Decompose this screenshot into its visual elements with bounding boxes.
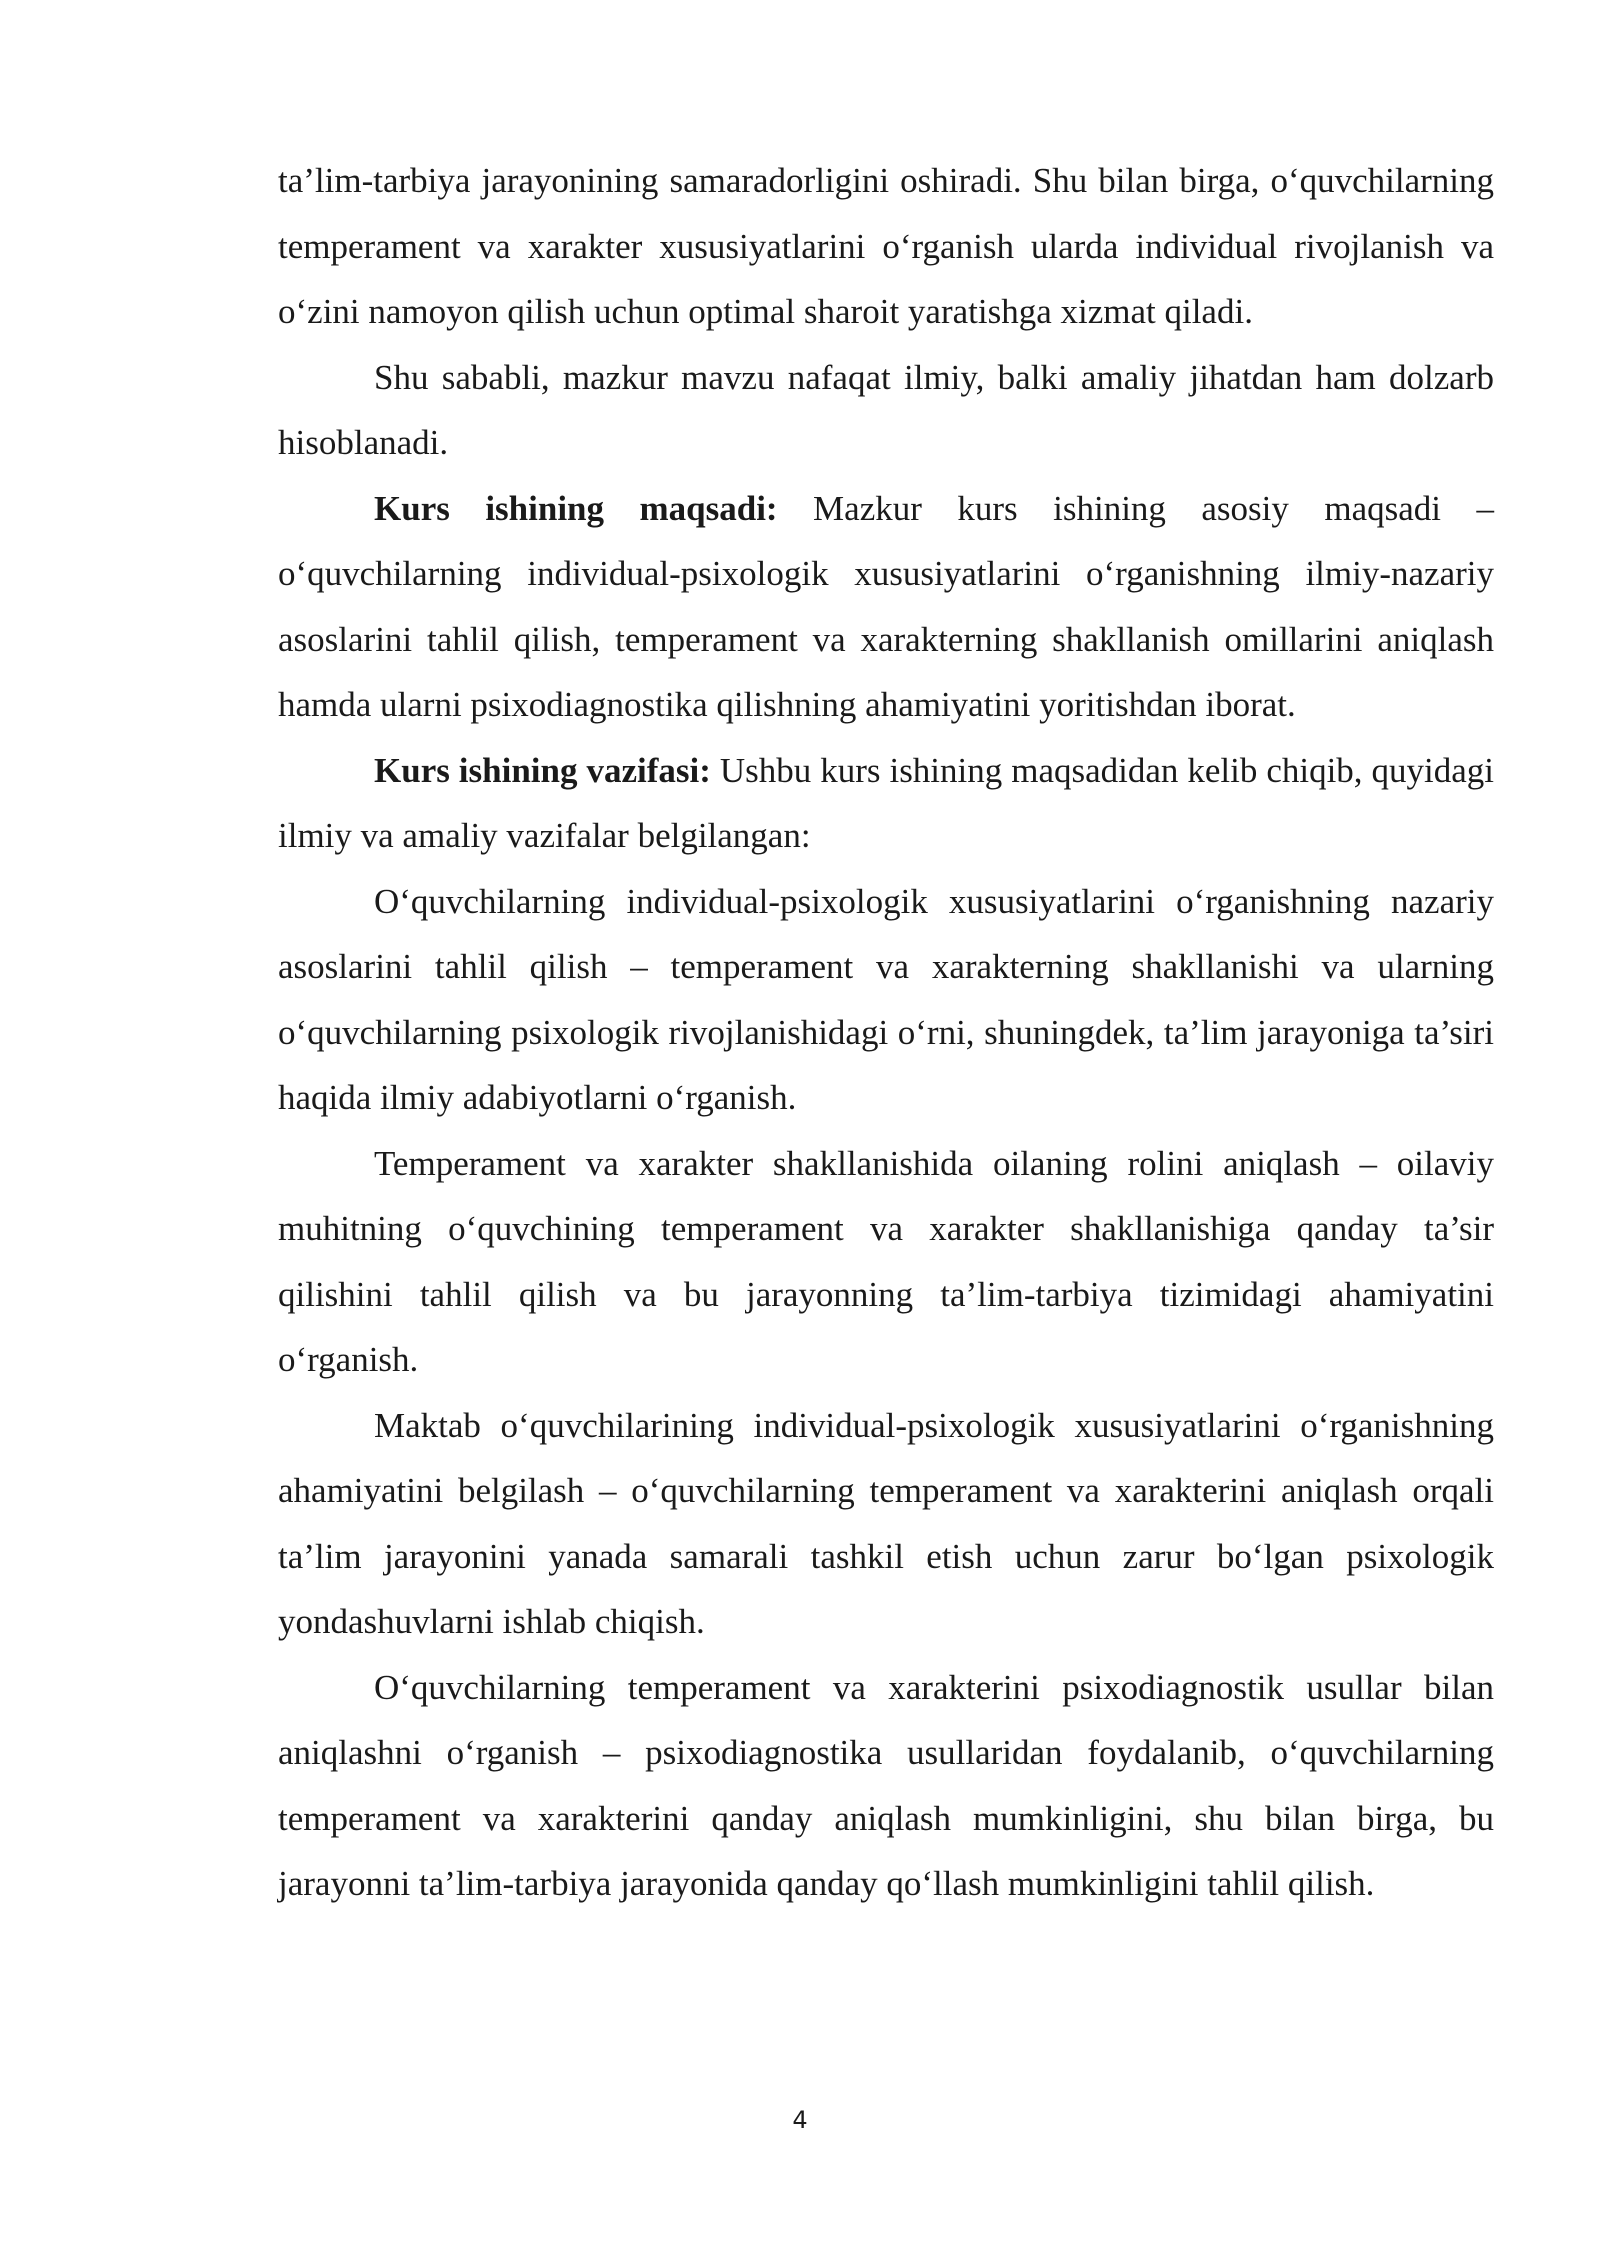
paragraph-text: Temperament va xarakter shakllanishida oilaning rolini aniqlash – oilaviy muhitning o‘quvchining temperament va xarakter shakllanishiga qanday ta’sir qilishini tahlil qilish va bu jarayonning ta’lim-tarbiya tizimidagi ahamiyatini o‘rganish.	[278, 1143, 1494, 1379]
paragraph-task-1	[278, 869, 1494, 1131]
body-text	[278, 148, 1494, 1917]
paragraph-text: Ushbu kurs ishining maqsadidan kelib chiqib, quyidagi ilmiy va amaliy vazifalar belgilangan:	[278, 750, 1494, 855]
paragraph-goal	[278, 476, 1494, 738]
page-number: 4	[792, 2106, 808, 2134]
paragraph-task-2	[278, 1131, 1494, 1393]
paragraph-text: ta’lim-tarbiya jarayonining samaradorligini oshiradi. Shu bilan birga, o‘quvchilarning temperament va xarakter xususiyatlarini o‘rganish ularda individual rivojlanish va o‘zini namoyon qilish uchun optimal sharoit yaratishga xizmat qiladi.	[278, 161, 1494, 331]
paragraph-text: O‘quvchilarning temperament va xarakterini psixodiagnostik usullar bilan aniqlashni o‘rganish – psixodiagnostika usullaridan foydalanib, o‘quvchilarning temperament va xarakterini qanday aniqlash mumkinligini, shu bilan birga, bu jarayonni ta’lim-tarbiya jarayonida qanday qo‘llash mumkinligini tahlil qilish.	[278, 1667, 1494, 1903]
paragraph-continuation	[278, 148, 1494, 345]
paragraph-text: Maktab o‘quvchilarining individual-psixologik xususiyatlarini o‘rganishning ahamiyatini belgilash – o‘quvchilarning temperament va xarakterini aniqlash orqali ta’lim jarayonini yanada samarali tashkil etish uchun zarur bo‘lgan psixologik yondashuvlarni ishlab chiqish.	[278, 1405, 1494, 1641]
paragraph-text: O‘quvchilarning individual-psixologik xususiyatlarini o‘rganishning nazariy asoslarini tahlil qilish – temperament va xarakterning shakllanishi va ularning o‘quvchilarning psixologik rivojlanishidagi o‘rni, shuningdek, ta’lim jarayoniga ta’siri haqida ilmiy adabiyotlarni o‘rganish.	[278, 881, 1494, 1117]
paragraph-lead-goal: Kurs ishining maqsadi:	[374, 488, 778, 528]
paragraph-task-3	[278, 1393, 1494, 1655]
paragraph-tasks	[278, 738, 1494, 869]
paragraph-lead-tasks: Kurs ishining vazifasi:	[374, 750, 711, 790]
paragraph-text: Shu sababli, mazkur mavzu nafaqat ilmiy, balki amaliy jihatdan ham dolzarb hisoblanadi.	[278, 357, 1494, 462]
paragraph-text: Mazkur kurs ishining asosiy maqsadi – o‘quvchilarning individual-psixologik xususiyatlarini o‘rganishning ilmiy-nazariy asoslarini tahlil qilish, temperament va xarakterning shakllanish omillarini aniqlash hamda ularni psixodiagnostika qilishning ahamiyatini yoritishdan iborat.	[278, 488, 1494, 724]
paragraph-relevance	[278, 345, 1494, 476]
paragraph-task-4	[278, 1655, 1494, 1917]
